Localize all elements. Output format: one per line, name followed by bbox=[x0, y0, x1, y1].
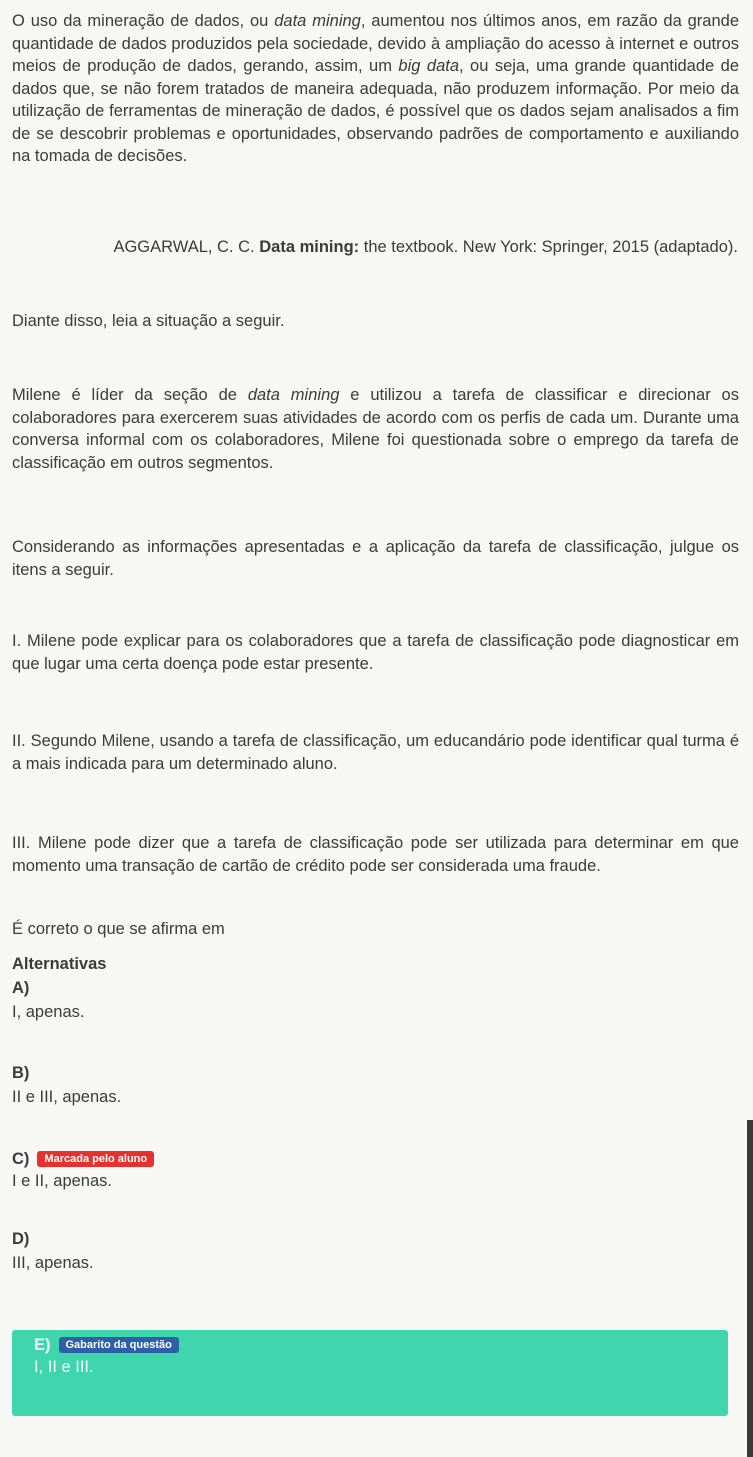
alternative-text: I, apenas. bbox=[12, 1003, 85, 1021]
question-text: É correto o que se afirma em bbox=[12, 920, 225, 938]
marked-by-student-badge: Marcada pelo aluno bbox=[37, 1151, 154, 1167]
alternative-text: II e III, apenas. bbox=[12, 1088, 122, 1106]
alternative-letter: B) bbox=[12, 1064, 30, 1082]
situation-paragraph: Milene é líder da seção de data mining e utilizou a tarefa de classificar e direcionar os colaboradores para exercerem suas atividades de acordo com os perfis de cada um. Durante uma conversa informal com os colaboradores, Milene foi questionada sobre o emprego da tarefa de classificação em outros segmentos. bbox=[12, 386, 739, 472]
alternative-text: I e II, apenas. bbox=[12, 1172, 112, 1190]
item-1: I. Milene pode explicar para os colaboradores que a tarefa de classificação pode diagnosticar em que lugar uma certa doença pode estar presente. bbox=[12, 632, 739, 673]
alternative-letter-row bbox=[34, 1334, 179, 1357]
alternative-letter: E) bbox=[34, 1336, 51, 1354]
alternatives-label: Alternativas bbox=[12, 955, 107, 973]
alternative-letter: A) bbox=[12, 979, 30, 997]
lead-text: Diante disso, leia a situação a seguir. bbox=[12, 312, 285, 330]
correct-answer-box[interactable] bbox=[12, 1330, 728, 1416]
item-3: III. Milene pode dizer que a tarefa de classificação pode ser utilizada para determinar em que momento uma transação de cartão de crédito pode ser considerada uma fraude. bbox=[12, 834, 739, 875]
scrollbar[interactable] bbox=[747, 1120, 753, 1457]
reference-citation: AGGARWAL, C. C. Data mining: the textbook. New York: Springer, 2015 (adaptado). bbox=[113, 238, 738, 256]
alternative-text: III, apenas. bbox=[12, 1254, 94, 1272]
alternative-letter: C) bbox=[12, 1150, 30, 1168]
alternative-letter-row bbox=[12, 1148, 154, 1171]
item-2: II. Segundo Milene, usando a tarefa de classificação, um educandário pode identificar qual turma é a mais indicada para um determinado aluno. bbox=[12, 732, 739, 773]
alternative-text: I, II e III. bbox=[34, 1358, 94, 1376]
intro-paragraph: O uso da mineração de dados, ou data mining, aumentou nos últimos anos, em razão da grande quantidade de dados produzidos pela sociedade, devido à ampliação do acesso à internet e outros meios de produção de dados, gerando, assim, um big data, ou seja, uma grande quantidade de dados que, se não forem tratados de maneira adequada, não produzem informação. Por meio da utilização de ferramentas de mineração de dados, é possível que os dados sejam analisados a fim de se descobrir problemas e oportunidades, observando padrões de comportamento e auxiliando na tomada de decisões. bbox=[12, 12, 740, 165]
answer-key-badge: Gabarito da questão bbox=[59, 1337, 179, 1353]
prompt-text: Considerando as informações apresentadas e a aplicação da tarefa de classificação, julgue os itens a seguir. bbox=[12, 538, 739, 579]
alternative-letter: D) bbox=[12, 1230, 30, 1248]
